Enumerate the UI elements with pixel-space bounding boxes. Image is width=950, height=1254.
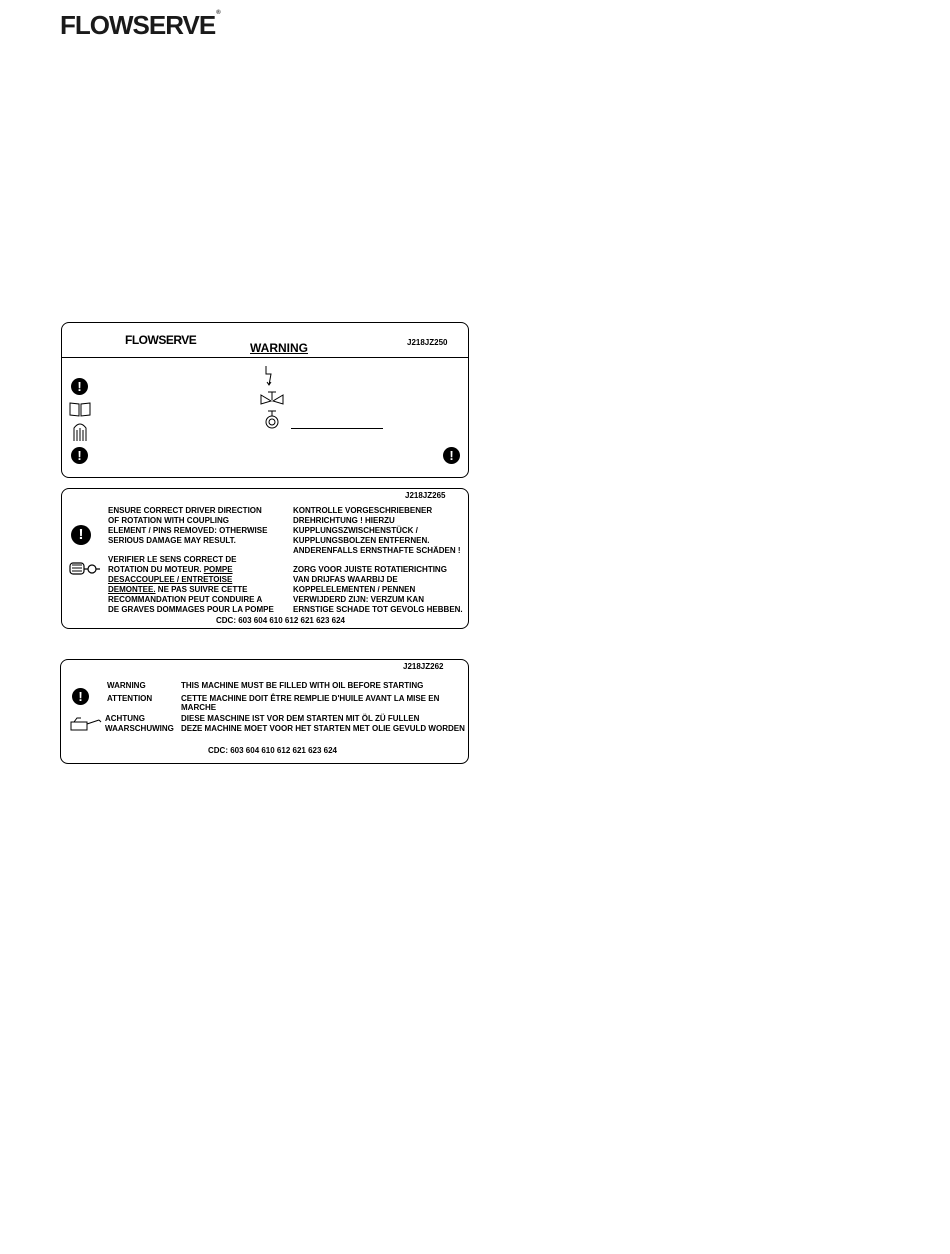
en-line-2: OF ROTATION WITH COUPLING bbox=[108, 516, 230, 525]
logo-text: FLOWSERVE bbox=[60, 10, 216, 40]
label2-cdc: CDC: 603 604 610 612 621 623 624 bbox=[216, 616, 345, 625]
fr-line-5: RECOMMANDATION PEUT CONDUIRE A bbox=[108, 595, 263, 604]
fr-line-6: DE GRAVES DOMMAGES POUR LA POMPE bbox=[108, 605, 274, 614]
electric-hazard-icon bbox=[262, 365, 276, 387]
protective-hood-icon bbox=[72, 422, 88, 442]
row-warning-text: THIS MACHINE MUST BE FILLED WITH OIL BEFORE STARTING bbox=[181, 681, 424, 690]
label1-logo: FLOWSERVE bbox=[125, 333, 197, 347]
en-line-3: ELEMENT / PINS REMOVED: OTHERWISE bbox=[108, 526, 268, 535]
row-achtung-lang: ACHTUNG bbox=[105, 714, 145, 723]
de-line-4: KUPPLUNGSBOLZEN ENTFERNEN. bbox=[293, 536, 430, 545]
row-warning-lang: WARNING bbox=[107, 681, 146, 690]
fr-line-3: DESACCOUPLEE / ENTRETOISE bbox=[108, 575, 233, 584]
fr-line-1: VERIFIER LE SENS CORRECT DE bbox=[108, 555, 237, 564]
rotation-label-j218jz265 bbox=[61, 488, 469, 629]
nl-line-5: ERNSTIGE SCHADE TOT GEVOLG HEBBEN. bbox=[293, 605, 463, 614]
row-attention-text: CETTE MACHINE DOIT ÊTRE REMPLIE D'HUILE AVANT LA MISE EN bbox=[181, 694, 440, 703]
row-attention-text-cont: MARCHE bbox=[181, 703, 217, 712]
de-line-5: ANDERENFALLS ERNSTHAFTE SCHÄDEN ! bbox=[293, 546, 461, 555]
blank-line bbox=[291, 428, 383, 429]
label1-title: WARNING bbox=[250, 341, 308, 355]
nl-line-1: ZORG VOOR JUISTE ROTATIERICHTING bbox=[293, 565, 447, 574]
fr-line-4: DEMONTEE. NE PAS SUIVRE CETTE bbox=[108, 585, 248, 594]
de-line-2: DREHRICHTUNG ! HIERZU bbox=[293, 516, 395, 525]
en-line-1: ENSURE CORRECT DRIVER DIRECTION bbox=[108, 506, 262, 515]
oil-can-icon bbox=[69, 716, 103, 732]
label1-code: J218JZ250 bbox=[407, 338, 448, 347]
de-line-3: KUPPLUNGSZWISCHENSTÜCK / bbox=[293, 526, 418, 535]
exclamation-icon-bottom-left: ! bbox=[71, 447, 88, 464]
exclamation-icon: ! bbox=[72, 688, 89, 705]
valve-icon bbox=[260, 390, 284, 406]
de-line-1: KONTROLLE VORGESCHRIEBENER bbox=[293, 506, 433, 515]
exclamation-icon: ! bbox=[71, 378, 88, 395]
en-line-4: SERIOUS DAMAGE MAY RESULT. bbox=[108, 536, 236, 545]
nl-line-2: VAN DRIJFAS WAARBIJ DE bbox=[293, 575, 398, 584]
row-waarschuwing-lang: WAARSCHUWING bbox=[105, 724, 174, 733]
row-achtung-text: DIESE MASCHINE IST VOR DEM STARTEN MIT ÖL ZÜ FULLEN bbox=[181, 714, 420, 723]
exclamation-icon-bottom-right: ! bbox=[443, 447, 460, 464]
fr-line-2: ROTATION DU MOTEUR. POMPE bbox=[108, 565, 233, 574]
row-attention-lang: ATTENTION bbox=[107, 694, 153, 703]
exclamation-icon: ! bbox=[71, 525, 91, 545]
book-icon bbox=[69, 401, 91, 417]
nl-line-3: KOPPELELEMENTEN / PENNEN bbox=[293, 585, 416, 594]
label3-code: J218JZ262 bbox=[403, 662, 444, 671]
pump-icon bbox=[263, 408, 281, 430]
label3-cdc: CDC: 603 604 610 612 621 623 624 bbox=[208, 746, 337, 755]
coupling-rotation-icon bbox=[68, 559, 102, 577]
oil-label-j218jz262 bbox=[60, 659, 469, 764]
warning-label-j218jz250 bbox=[61, 322, 469, 478]
label1-divider bbox=[62, 357, 468, 358]
flowserve-logo: FLOWSERVE® bbox=[60, 10, 221, 40]
label2-code: J218JZ265 bbox=[405, 491, 446, 500]
row-waarschuwing-text: DEZE MACHINE MOET VOOR HET STARTEN MET OLIE GEVULD WORDEN bbox=[181, 724, 465, 733]
nl-line-4: VERWIJDERD ZIJN: VERZUM KAN bbox=[293, 595, 424, 604]
